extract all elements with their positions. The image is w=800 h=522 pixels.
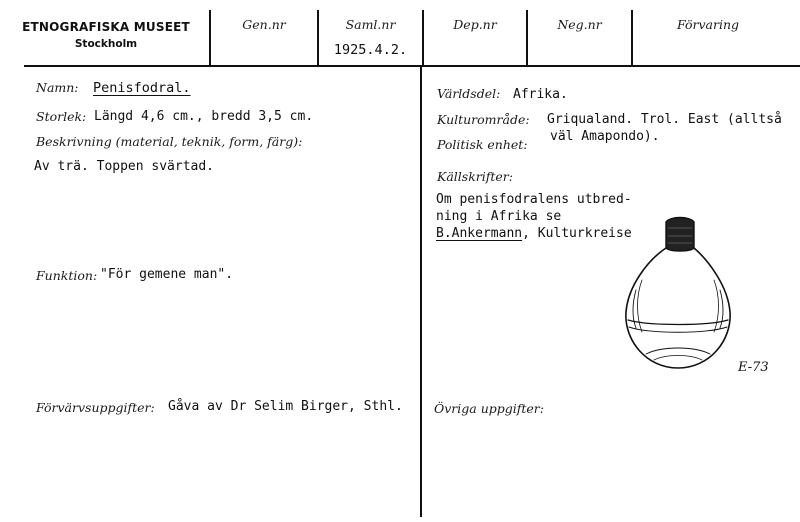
namn-label: Namn: [36, 80, 79, 95]
header-saml-nr: Saml.nr [345, 17, 396, 32]
storlek-label: Storlek: [36, 109, 87, 124]
politisk-enhet-label: Politisk enhet: [437, 137, 528, 152]
varldsdel-label: Världsdel: [437, 86, 501, 101]
sketch-note: E-73 [738, 360, 769, 375]
kallskrifter-author: B.Ankermann [436, 226, 523, 241]
kallskrifter-title: , Kulturkreise [522, 226, 632, 241]
header-neg-nr: Neg.nr [557, 17, 602, 32]
museum-name: ETNOGRAFISKA MUSEET [22, 20, 190, 34]
beskrivning-value: Av trä. Toppen svärtad. [34, 159, 215, 174]
kallskrifter-line3 [436, 226, 632, 241]
kallskrifter-line1: Om penisfodralens utbred- [436, 192, 632, 207]
namn-value: Penisfodral. [93, 80, 191, 96]
kulturomrade-label: Kulturområde: [437, 112, 530, 127]
body-center-divider [420, 65, 422, 517]
penis-sheath-sketch-icon [618, 208, 738, 378]
kulturomrade-value-line2: väl Amapondo). [550, 129, 660, 144]
header-gen-nr: Gen.nr [242, 17, 286, 32]
storlek-value: Längd 4,6 cm., bredd 3,5 cm. [94, 109, 314, 124]
kallskrifter-line2: ning i Afrika se [436, 209, 562, 224]
forvarv-label: Förvärvsuppgifter: [36, 400, 155, 415]
forvarv-value: Gåva av Dr Selim Birger, Sthl. [168, 399, 403, 414]
ovriga-label: Övriga uppgifter: [434, 401, 544, 416]
kallskrifter-label: Källskrifter: [437, 169, 513, 184]
header-divider [24, 65, 800, 67]
kulturomrade-value-line1: Griqualand. Trol. East (alltså [547, 112, 782, 127]
header-dep-nr: Dep.nr [453, 17, 497, 32]
funktion-label: Funktion: [36, 268, 98, 283]
museum-city: Stockholm [74, 38, 138, 50]
header-forvaring: Förvaring [676, 17, 740, 32]
saml-nr-value: 1925.4.2. [333, 42, 408, 58]
varldsdel-value: Afrika. [513, 87, 568, 102]
funktion-value: "För gemene man". [100, 267, 234, 282]
beskrivning-label: Beskrivning (material, teknik, form, färg): [36, 134, 303, 149]
